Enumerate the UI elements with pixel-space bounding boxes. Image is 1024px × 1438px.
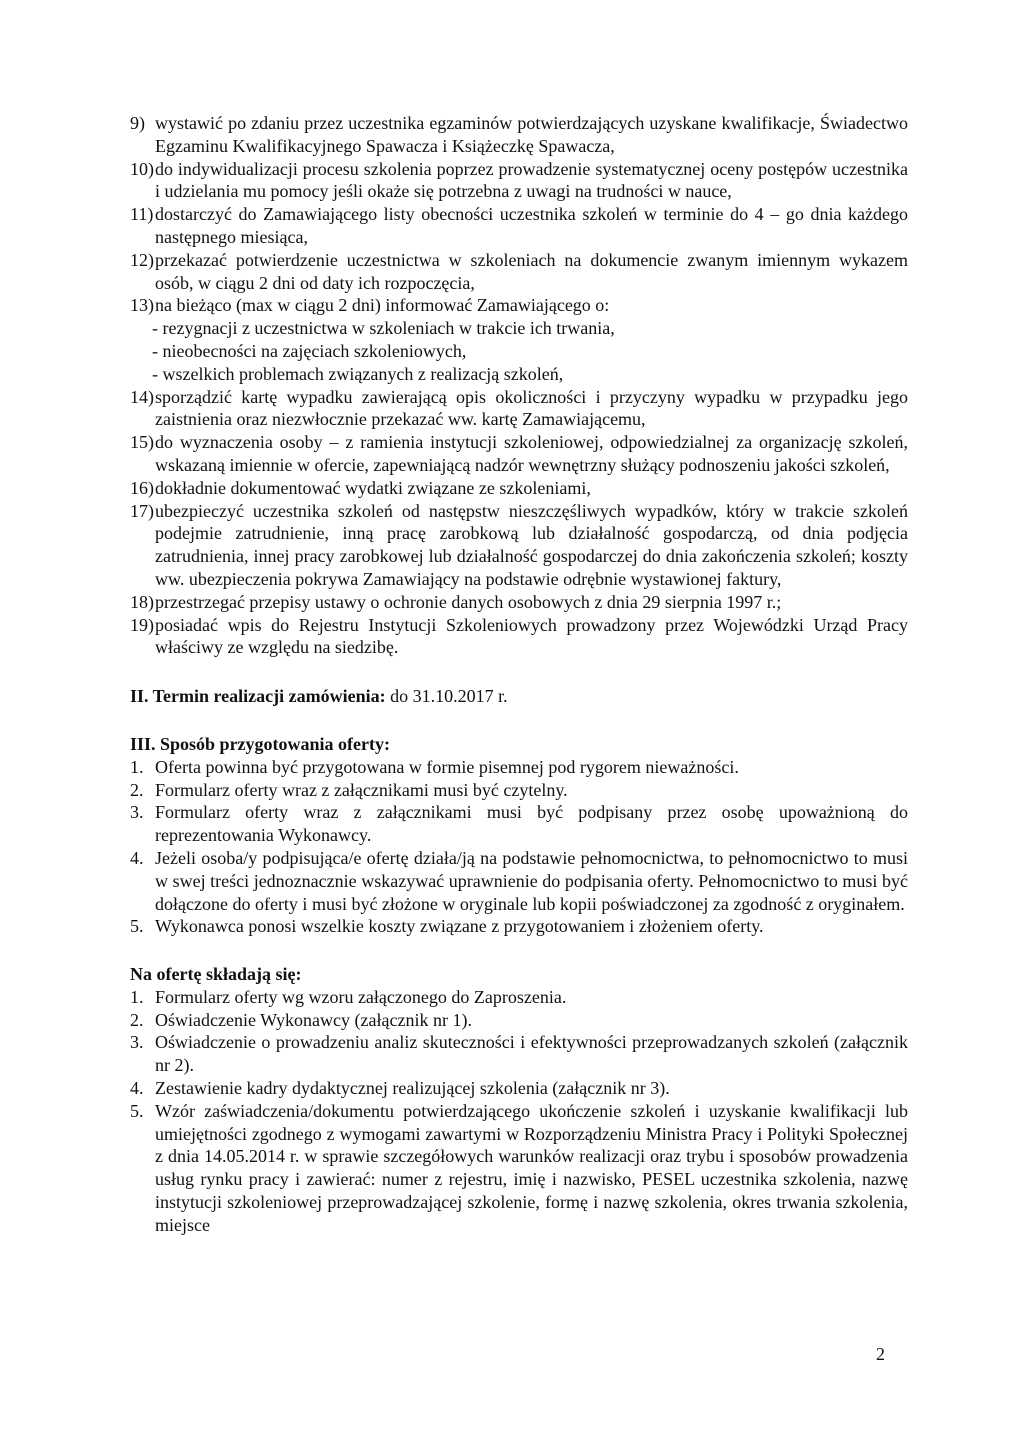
list-item-number: 2. [130, 1009, 144, 1030]
section-iii-heading: III. Sposób przygotowania oferty: [130, 733, 391, 754]
spacer [130, 659, 908, 685]
list-item-text: Formularz oferty wg wzoru załączonego do Zaproszenia. [155, 986, 567, 1007]
list-item-number: 4. [130, 847, 144, 868]
list-item-11 [130, 203, 908, 249]
list-item-text: sporządzić kartę wypadku zawierającą opis okoliczności i przyczyny wypadku w przypadku jego zaistnienia oraz niezwłocznie przekazać ww. kartę Zamawiającemu, [155, 386, 908, 430]
page-content [130, 112, 908, 1237]
list-item-number: 14) [130, 386, 154, 407]
list-item-number: 1. [130, 986, 144, 1007]
section-ii-heading: II. Termin realizacji zamówienia: [130, 686, 386, 707]
list-item-text: dokładnie dokumentować wydatki związane ze szkoleniami, [155, 477, 591, 498]
list-item-number: 4. [130, 1078, 144, 1099]
offer-parts-item-4 [130, 1077, 908, 1100]
list-item-13-sub-3: - wszelkich problemach związanych z realizacją szkoleń, [152, 363, 564, 384]
list-item-13-sub-1: - rezygnacji z uczestnictwa w szkoleniach w trakcie ich trwania, [152, 318, 615, 339]
list-item-number: 9) [130, 113, 145, 133]
offer-parts-heading: Na ofertę składają się: [130, 964, 302, 985]
list-item-number: 11) [130, 204, 154, 225]
section-iii-item-4 [130, 847, 908, 915]
section-iii-item-3 [130, 801, 908, 847]
list-item-text: Jeżeli osoba/y podpisująca/e ofertę działa/ją na podstawie pełnomocnictwa, to pełnomocnictwo to musi w swej treści jednoznacznie wskazywać uprawnienie do podpisania oferty. Pełnomocnictwo to musi być dołączone do oferty i musi być złożone w oryginale lub kopii poświadczonej za zgodność z oryginałem. [155, 847, 908, 914]
offer-parts-item-3 [130, 1031, 908, 1077]
list-item-text: Oświadczenie Wykonawcy (załącznik nr 1). [155, 1009, 472, 1030]
section-iii-item-5 [130, 915, 908, 938]
list-item-10 [130, 158, 908, 204]
list-item-number: 2. [130, 779, 144, 800]
list-item-9 [130, 112, 908, 158]
list-item-number: 5. [130, 1100, 144, 1121]
offer-parts-item-2 [130, 1009, 908, 1032]
list-item-12 [130, 249, 908, 295]
list-item-19 [130, 614, 908, 660]
section-ii [130, 685, 908, 708]
list-item-text: dostarczyć do Zamawiającego listy obecności uczestnika szkoleń w terminie do 4 – go dnia każdego następnego miesiąca, [155, 204, 908, 247]
list-item-text: na bieżąco (max w ciągu 2 dni) informować Zamawiającego o: [155, 295, 610, 316]
list-item-text: posiadać wpis do Rejestru Instytucji Szkoleniowych prowadzony przez Wojewódzki Urząd Pracy właściwy ze względu na siedzibę. [155, 614, 908, 658]
list-item-text: Formularz oferty wraz z załącznikami musi być podpisany przez osobę upoważnioną do reprezentowania Wykonawcy. [155, 802, 908, 846]
list-item-number: 18) [130, 591, 154, 612]
list-item-text: Formularz oferty wraz z załącznikami musi być czytelny. [155, 779, 568, 800]
list-item-text: przekazać potwierdzenie uczestnictwa w szkoleniach na dokumencie zwanym imiennym wykazem osób, w ciągu 2 dni od daty ich rozpoczęcia, [155, 249, 908, 293]
list-item-number: 1. [130, 756, 144, 777]
list-item-number: 15) [130, 432, 154, 453]
spacer [130, 938, 908, 963]
list-item-number: 3. [130, 1032, 144, 1053]
list-item-13 [130, 294, 908, 317]
list-item-18 [130, 591, 908, 614]
list-item-number: 17) [130, 500, 154, 521]
list-item-17 [130, 500, 908, 591]
spacer [130, 708, 908, 733]
offer-parts-item-1 [130, 986, 908, 1009]
list-item-text: przestrzegać przepisy ustawy o ochronie danych osobowych z dnia 29 sierpnia 1997 r.; [155, 591, 782, 612]
list-item-15 [130, 431, 908, 477]
list-item-13-sub-2: - nieobecności na zajęciach szkoleniowych, [152, 340, 467, 361]
list-item-number: 13) [130, 295, 154, 316]
list-item-number: 19) [130, 614, 154, 635]
list-item-14 [130, 386, 908, 432]
list-item-text: Wzór zaświadczenia/dokumentu potwierdzającego ukończenie szkoleń i uzyskanie kwalifikacji lub umiejętności zgodnego z wymogami zawartymi w Rozporządzeniu Ministra Pracy i Polityki Społecznej z dnia 14.05.2014 r. w sprawie szczegółowych warunków realizacji oraz trybu i sposobów prowadzenia usług rynku pracy i zawierać: numer z rejestru, imię i nazwisko, PESEL uczestnika szkolenia, nazwę instytucji szkoleniowej przeprowadzającej szkolenie, formę i nazwę szkolenia, okres trwania szkolenia, miejsce [155, 1100, 908, 1235]
list-item-text: wystawić po zdaniu przez uczestnika egzaminów potwierdzających uzyskane kwalifikacje, Świadectwo Egzaminu Kwalifikacyjnego Spawacza i Książeczkę Spawacza, [155, 113, 908, 156]
list-item-text: do indywidualizacji procesu szkolenia poprzez prowadzenie systematycznej oceny postępów uczestnika i udzielania mu pomocy jeśli okaże się potrzebna z uwagi na trudności w nauce, [155, 158, 908, 202]
list-item-text: ubezpieczyć uczestnika szkoleń od następstw nieszczęśliwych wypadków, który w trakcie szkoleń podejmie zatrudnienie, inną pracę zarobkową lub działalność gospodarczą, od dnia podjęcia zatrudnienia, innej pracy zarobkowej lub działalność gospodarczej do dnia zakończenia szkoleń; koszty ww. ubezpieczenia pokrywa Zamawiający na podstawie odrębnie wystawionej faktury, [155, 500, 908, 589]
list-item-text: Oferta powinna być przygotowana w formie pisemnej pod rygorem nieważności. [155, 756, 739, 777]
list-item-text: Wykonawca ponosi wszelkie koszty związane z przygotowaniem i złożeniem oferty. [155, 916, 764, 937]
list-item-number: 12) [130, 249, 154, 270]
list-item-16 [130, 477, 908, 500]
list-item-number: 10) [130, 158, 154, 179]
list-item-number: 16) [130, 477, 154, 498]
section-ii-value: do 31.10.2017 r. [385, 686, 508, 707]
offer-parts-item-5 [130, 1100, 908, 1237]
list-item-number: 3. [130, 802, 144, 823]
list-item-text: Oświadczenie o prowadzeniu analiz skuteczności i efektywności przeprowadzanych szkoleń (załącznik nr 2). [155, 1032, 908, 1076]
list-item-text: Zestawienie kadry dydaktycznej realizującej szkolenia (załącznik nr 3). [155, 1078, 670, 1099]
page-number: 2 [876, 1344, 885, 1364]
list-item-text: do wyznaczenia osoby – z ramienia instytucji szkoleniowej, odpowiedzialnej za organizację szkoleń, wskazaną imiennie w ofercie, zapewniającą nadzór wewnętrzny służący podnoszeniu jakości szkoleń, [155, 432, 908, 475]
section-iii-item-2 [130, 779, 908, 802]
list-item-number: 5. [130, 916, 144, 937]
section-iii-item-1 [130, 756, 908, 779]
